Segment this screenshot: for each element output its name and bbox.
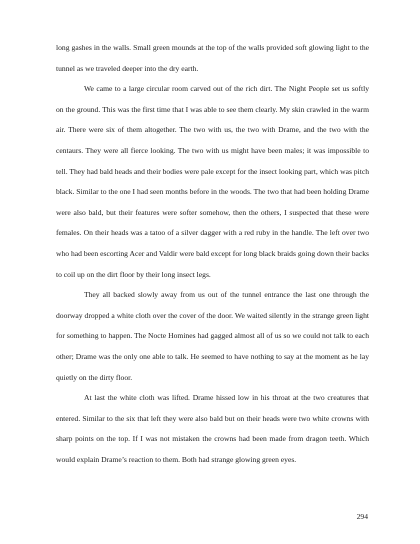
paragraph-4: At last the white cloth was lifted. Drame hissed low in his throat at the two creatures that entered. Similar to the six that left they were also bald but on their heads were two white crowns with sharp points on the top. If I was not mistaken the crowns had been made from dragon teeth. Which would explain Drame’s reaction to them. Both had strange glowing green eyes. bbox=[56, 393, 369, 464]
paragraph-1: long gashes in the walls. Small green mounds at the top of the walls provided soft glowing light to the tunnel as we traveled deeper into the dry earth. bbox=[56, 43, 369, 73]
page-number: 294 bbox=[356, 512, 368, 521]
paragraph-3: They all backed slowly away from us out of the tunnel entrance the last one through the doorway dropped a white cloth over the cover of the door. We waited silently in the strange green light for something to happen. The Nocte Homines had gagged almost all of us so we could not talk to each other; Drame was the only one able to talk. He seemed to have nothing to say at the moment as he lay quietly on the dirty floor. bbox=[56, 290, 369, 382]
body-text bbox=[56, 38, 369, 470]
paragraph-2: We came to a large circular room carved out of the rich dirt. The Night People set us softly on the ground. This was the first time that I was able to see them clearly. My skin crawled in the warm air. There were six of them altogether. The two with us, the two with Drame, and the two with the centaurs. They were all fierce looking. The two with us might have been males; it was impossible to tell. They had bald heads and their bodies were pale except for the insect looking part, which was pitch black. Similar to the one I had seen months before in the woods. The two that had been holding Drame were also bald, but their features were softer somehow, then the others, I suspected that these were females. On their heads was a tatoo of a silver dagger with a red ruby in the handle. The left over two who had been escorting Acer and Valdir were bald except for long black braids going down their backs to coil up on the dirt floor by their long insect legs. bbox=[56, 84, 369, 279]
